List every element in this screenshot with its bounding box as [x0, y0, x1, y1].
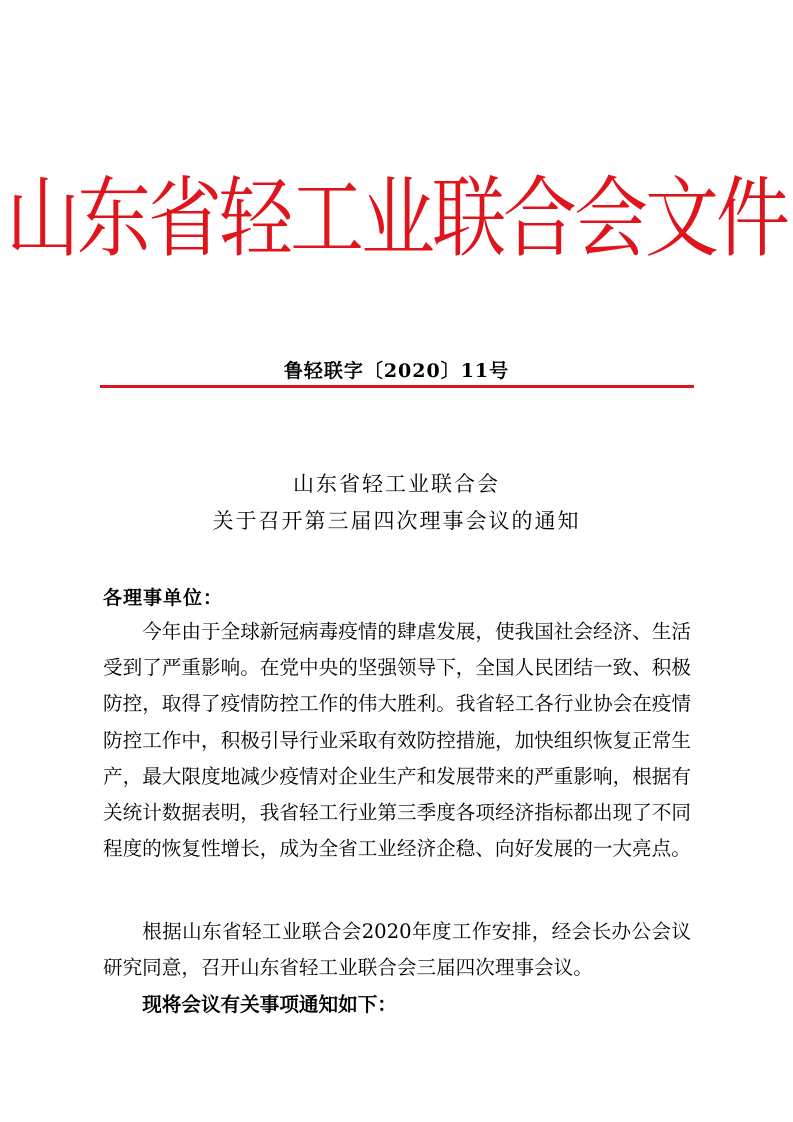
red-divider-line	[100, 385, 694, 388]
body-paragraph: 根据山东省轻工业联合会2020年度工作安排，经会长办公会议研究同意，召开山东省轻工业联合会三届四次理事会议。	[103, 920, 691, 980]
salutation: 各理事单位：	[103, 587, 224, 609]
notice-title-subject: 关于召开第三届四次理事会议的通知	[212, 509, 581, 533]
document-number: 鲁轻联字〔2020〕11号	[283, 360, 510, 382]
body-paragraph: 今年由于全球新冠病毒疫情的肆虐发展，使我国社会经济、生活受到了严重影响。在党中央的坚强领导下，全国人民团结一致、积极防控，取得了疫情防控工作的伟大胜利。我省轻工各行业协会在疫情防控工作中，积极引导行业采取有效防控措施，加快组织恢复正常生产，最大限度地减少疫情对企业生产和发展带来的严重影响，根据有关统计数据表明，我省轻工行业第三季度各项经济指标都出现了不同程度的恢复性增长，成为全省工业经济企稳、向好发展的一大亮点。	[103, 620, 691, 861]
body-paragraph-intro: 现将会议有关事项通知如下：	[142, 993, 397, 1016]
masthead-title: 山东省轻工业联合会文件	[6, 168, 787, 270]
notice-title-org: 山东省轻工业联合会	[293, 472, 500, 496]
